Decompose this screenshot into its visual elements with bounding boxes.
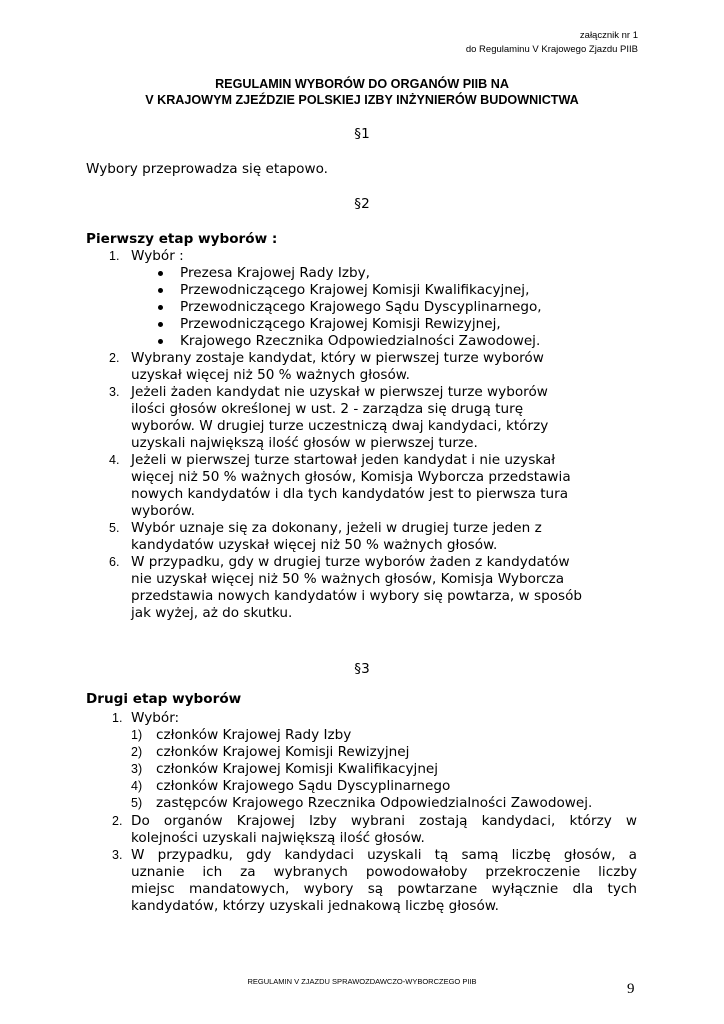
bullet-dot-icon: [158, 305, 163, 310]
item-text: wyborów. W drugiej turze uczestniczą dwaj kandydaci, którzy: [131, 418, 549, 434]
item-number: 6.: [109, 555, 120, 569]
bullet-item: Krajowego Rzecznika Odpowiedzialności Zawodowej.: [180, 333, 541, 349]
item-text: kandydatów, którzy uzyskali jednakową liczbę głosów.: [131, 898, 500, 914]
item-text: przedstawia nowych kandydatów i wybory się powtarza, w sposób: [131, 588, 583, 604]
item-text: Wybór uznaje się za dokonany, jeżeli w drugiej turze jeden z: [131, 520, 542, 536]
section-2-mark: §2: [354, 196, 370, 212]
section-3-heading: Drugi etap wyborów: [86, 691, 242, 707]
item-text: uznanie ich za wybranych powodowałoby przekroczenie liczby: [131, 864, 637, 880]
item-text: uzyskał więcej niż 50 % ważnych głosów.: [131, 367, 410, 383]
item-text: uzyskali największą ilość głosów w pierwszej turze.: [131, 435, 478, 451]
sub-item-number: 2): [131, 745, 143, 759]
sub-item-number: 5): [131, 796, 143, 810]
item-text: nowych kandydatów i dla tych kandydatów jest to pierwsza tura: [131, 486, 569, 502]
item-number: 2.: [112, 814, 123, 828]
sub-item-text: członków Krajowego Sądu Dyscyplinarnego: [156, 778, 451, 794]
item-text: ilości głosów określonej w ust. 2 - zarządza się drugą turę: [131, 401, 524, 417]
section-1-text: Wybory przeprowadza się etapowo.: [86, 161, 328, 177]
section-1-mark: §1: [354, 126, 370, 142]
item-number: 3.: [109, 385, 120, 399]
item-text: Wybór:: [131, 710, 180, 726]
bullet-item: Przewodniczącego Krajowej Komisji Rewizyjnej,: [180, 316, 501, 332]
sub-item-text: członków Krajowej Komisji Rewizyjnej: [156, 744, 410, 760]
page-footer: REGULAMIN V ZJAZDU SPRAWOZDAWCZO-WYBORCZEGO PIIB: [247, 977, 477, 986]
sub-item-number: 1): [131, 728, 143, 742]
attachment-label: załącznik nr 1: [579, 30, 638, 41]
sub-item-number: 3): [131, 762, 143, 776]
item-number: 1.: [112, 711, 123, 725]
item-text: Jeżeli w pierwszej turze startował jeden kandydat i nie uzyskał: [131, 452, 556, 468]
item-text: więcej niż 50 % ważnych głosów, Komisja Wyborcza przedstawia: [131, 469, 571, 485]
sub-item-number: 4): [131, 779, 143, 793]
item-text: W przypadku, gdy kandydaci uzyskali tą samą liczbę głosów, a: [131, 847, 637, 863]
bullet-dot-icon: [158, 288, 163, 293]
item-text: kolejności uzyskali największą ilość głosów.: [131, 830, 425, 846]
item-number: 5.: [109, 521, 120, 535]
item-text: Wybór :: [131, 248, 184, 264]
bullet-dot-icon: [158, 271, 163, 276]
item-text: W przypadku, gdy w drugiej turze wyborów żaden z kandydatów: [131, 554, 570, 570]
sub-item-text: członków Krajowej Rady Izby: [156, 727, 352, 743]
bullet-dot-icon: [158, 339, 163, 344]
item-text: Do organów Krajowej Izby wybrani zostają kandydaci, którzy w: [131, 813, 637, 829]
item-text: jak wyżej, aż do skutku.: [131, 605, 293, 621]
section-2-heading: Pierwszy etap wyborów :: [86, 231, 278, 247]
item-text: Wybrany zostaje kandydat, który w pierwszej turze wyborów: [131, 350, 544, 366]
document-title-line-2: V KRAJOWYM ZJEŹDZIE POLSKIEJ IZBY INŻYNIERÓW BUDOWNICTWA: [145, 93, 579, 107]
item-text: kandydatów uzyskał więcej niż 50 % ważnych głosów.: [131, 537, 498, 553]
bullet-item: Prezesa Krajowej Rady Izby,: [180, 265, 370, 281]
bullet-dot-icon: [158, 322, 163, 327]
item-text: miejsc mandatowych, wybory są powtarzane wyłącznie dla tych: [131, 881, 637, 897]
sub-item-text: członków Krajowej Komisji Kwalifikacyjnej: [156, 761, 439, 777]
item-text: Jeżeli żaden kandydat nie uzyskał w pierwszej turze wyborów: [131, 384, 548, 400]
sub-item-text: zastępców Krajowego Rzecznika Odpowiedzialności Zawodowej.: [156, 795, 593, 811]
item-text: wyborów.: [131, 503, 195, 519]
bullet-item: Przewodniczącego Krajowego Sądu Dyscyplinarnego,: [180, 299, 542, 315]
section-3-mark: §3: [354, 661, 370, 677]
bullet-item: Przewodniczącego Krajowej Komisji Kwalifikacyjnej,: [180, 282, 530, 298]
attachment-reference: do Regulaminu V Krajowego Zjazdu PIIB: [465, 44, 638, 55]
page-number: 9: [627, 981, 635, 997]
item-text: nie uzyskał więcej niż 50 % ważnych głosów, Komisja Wyborcza: [131, 571, 565, 587]
item-number: 4.: [109, 453, 120, 467]
item-number: 1.: [109, 249, 120, 263]
document-title-line-1: REGULAMIN WYBORÓW DO ORGANÓW PIIB NA: [215, 77, 509, 91]
item-number: 3.: [112, 848, 123, 862]
item-number: 2.: [109, 351, 120, 365]
